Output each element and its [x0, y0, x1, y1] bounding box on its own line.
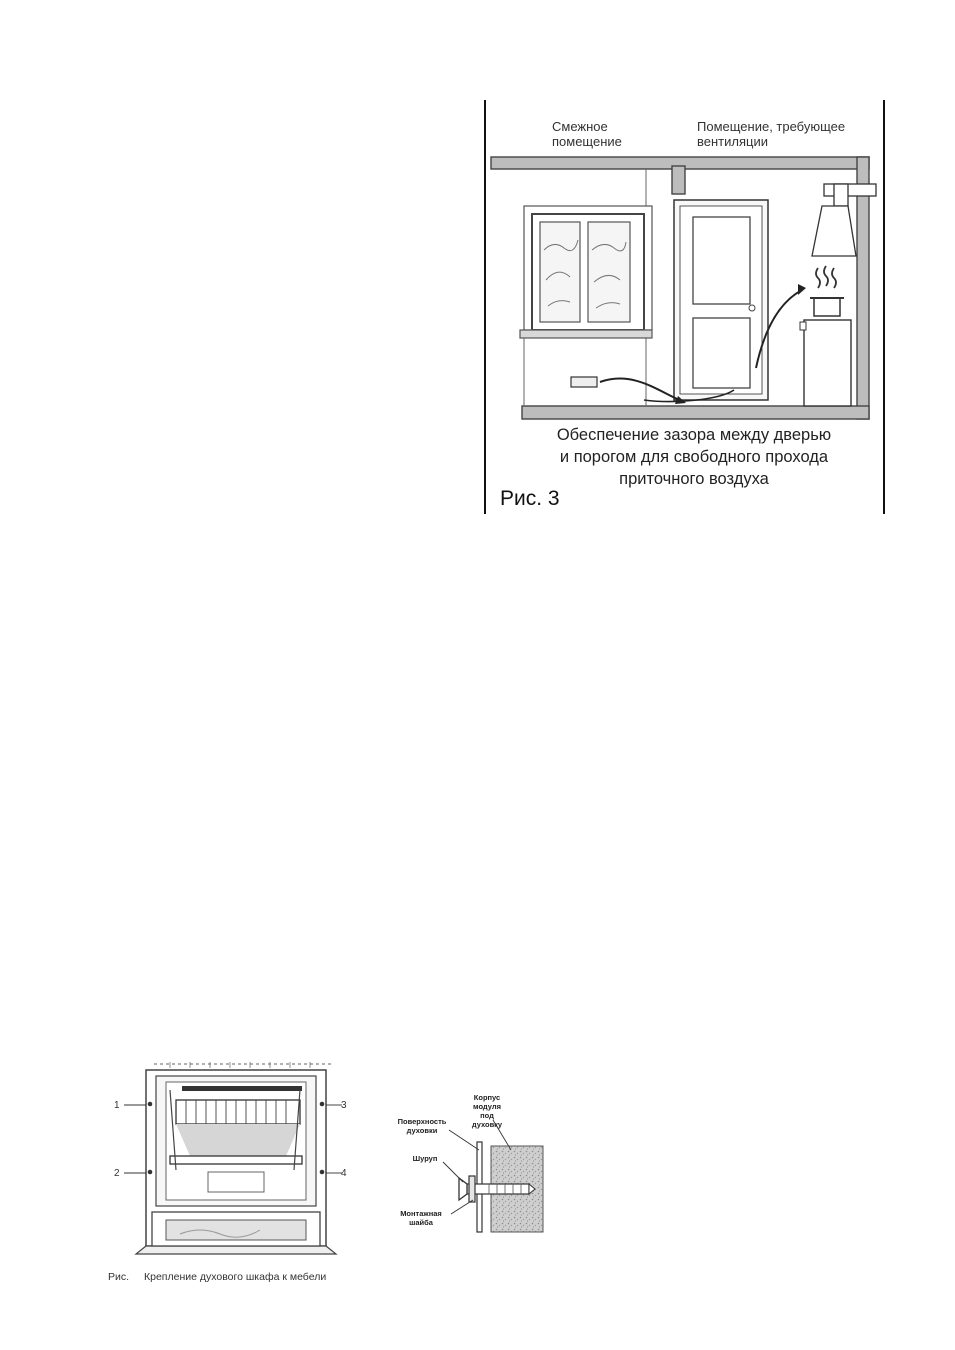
- cooking-pot: [810, 298, 844, 316]
- airflow-arrow-under-door: [600, 379, 684, 402]
- caption-line: Обеспечение зазора между дверью: [556, 426, 832, 444]
- baking-tray: [170, 1156, 302, 1164]
- fixing-point-marker: 2: [114, 1168, 120, 1179]
- floor: [522, 406, 869, 419]
- screw-detail-figure: [393, 1090, 563, 1240]
- washer-label: Монтажная шайба: [400, 1209, 442, 1227]
- caption-line: приточного воздуха: [619, 470, 769, 488]
- ventilation-figure: [484, 100, 886, 514]
- ventilated-room-label: Помещение, требующее вентиляции: [697, 119, 846, 149]
- oven-illustration: [110, 1060, 360, 1260]
- screw-label: Шуруп: [412, 1154, 438, 1163]
- vent-grille: [571, 377, 597, 387]
- mounting-washer: [469, 1176, 475, 1202]
- screw: [467, 1184, 529, 1194]
- fixing-point-marker: 3: [341, 1100, 347, 1111]
- fixing-point-marker: 4: [341, 1168, 347, 1179]
- caption-prefix: Рис.: [108, 1271, 130, 1283]
- figure3-number: Рис. 3: [500, 487, 560, 510]
- figure3-caption: [514, 424, 874, 490]
- steam-lines: [816, 266, 836, 288]
- door: [674, 200, 768, 400]
- stove: [800, 320, 851, 406]
- oven-door: [136, 1246, 336, 1254]
- heating-element: [182, 1086, 302, 1091]
- oven-figure-caption: [108, 1270, 326, 1284]
- cabinet-label: Корпус модуля под духовку: [471, 1093, 503, 1129]
- screw-head: [459, 1178, 467, 1200]
- oven-mounting-figure: [110, 1060, 360, 1260]
- caption-line: и порогом для свободного прохода: [559, 448, 829, 466]
- caption-text: Крепление духового шкафа к мебели: [144, 1271, 327, 1283]
- window: [520, 206, 652, 406]
- oven-surface-label: Поверхность духовки: [397, 1117, 447, 1135]
- adjacent-room-label: Смежное помещение: [552, 119, 622, 149]
- partition-wall: [672, 166, 685, 194]
- fixing-point-marker: 1: [114, 1100, 120, 1111]
